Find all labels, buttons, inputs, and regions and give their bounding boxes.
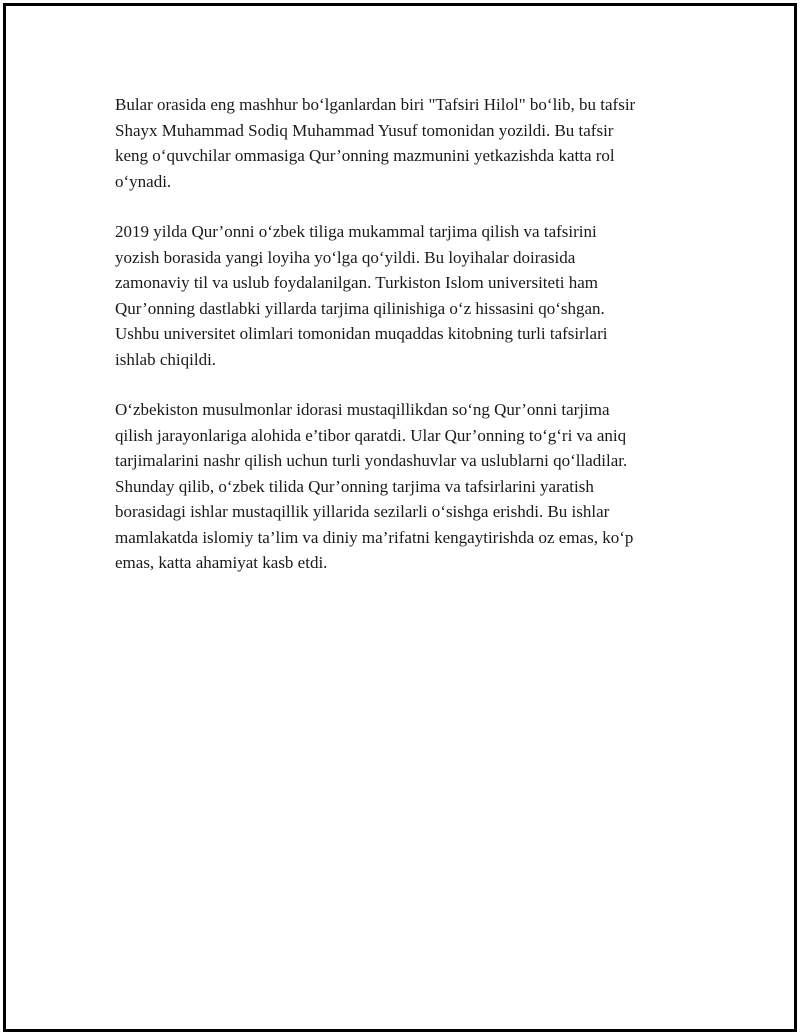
text-line: Shayx Muhammad Sodiq Muhammad Yusuf tomonidan yozildi. Bu tafsir xyxy=(115,120,614,140)
text-line: zamonaviy til va uslub foydalanilgan. Turkiston Islom universiteti ham xyxy=(115,273,599,292)
paragraph-3 xyxy=(115,397,695,576)
text-line: mamlakatda islomiy ta’lim va diniy ma’rifatni kengaytirishda oz emas, ko‘p xyxy=(115,527,634,547)
text-line: Bular orasida eng mashhur bo‘lganlardan biri "Tafsiri Hilol" bo‘lib, bu tafsir xyxy=(115,95,636,114)
text-line: keng o‘quvchilar ommasiga Qur’onning mazmunini yetkazishda katta rol xyxy=(115,146,615,165)
text-line: borasidagi ishlar mustaqillik yillarida sezilarli o‘sishga erishdi. Bu ishlar xyxy=(115,502,610,521)
text-line: yozish borasida yangi loyiha yo‘lga qo‘yildi. Bu loyihalar doirasida xyxy=(115,247,576,267)
document-body xyxy=(115,92,695,601)
text-line: Qur’onning dastlabki yillarda tarjima qilinishiga o‘z hissasini qo‘shgan. xyxy=(115,298,605,318)
paragraph-2 xyxy=(115,219,695,372)
text-line: ishlab chiqildi. xyxy=(115,349,217,369)
text-line: emas, katta ahamiyat kasb etdi. xyxy=(115,553,328,572)
text-line: Ushbu universitet olimlari tomonidan muqaddas kitobning turli tafsirlari xyxy=(115,324,608,343)
text-line: o‘ynadi. xyxy=(115,171,172,191)
text-line: Shunday qilib, o‘zbek tilida Qur’onning tarjima va tafsirlarini yaratish xyxy=(115,476,594,496)
text-line: tarjimalarini nashr qilish uchun turli yondashuvlar va uslublarni qo‘lladilar. xyxy=(115,451,628,470)
text-line: O‘zbekiston musulmonlar idorasi mustaqillikdan so‘ng Qur’onni tarjima xyxy=(115,400,610,419)
text-line: qilish jarayonlariga alohida e’tibor qaratdi. Ular Qur’onning to‘g‘ri va aniq xyxy=(115,425,627,445)
paragraph-1 xyxy=(115,92,695,194)
text-line: 2019 yilda Qur’onni o‘zbek tiliga mukammal tarjima qilish va tafsirini xyxy=(115,222,597,241)
